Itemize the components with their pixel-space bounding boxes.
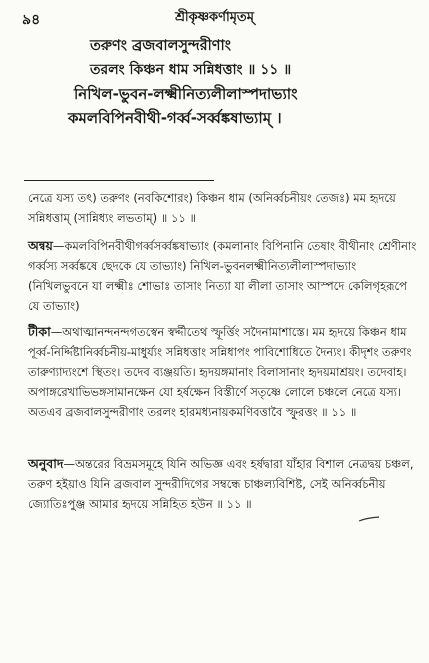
verse-line-1: তরুণং ব্রজবালসুন্দরীণাং <box>90 38 231 54</box>
commentary-block <box>28 184 418 514</box>
anvaya-text: —কমলবিপিনবীথীগর্ব্বসর্ব্বঙ্কষাভ্যাং (কমলানাং বিপিনানি তেষাং বীথীনাং শ্রেণীনাং গর্ব্বস্য সর্ব্বঙ্কষে ছেদকে যে তাভ্যাং) নিখিল-ভুবনলক্ষ্মীনিত্যলীলাস্পদাভ্যাং (নিখিলভুবনে যা লক্ষ্মীঃ শোভাঃ তাসাং নিত্যা যা লীলা তাসাং আস্পদে কেলিগৃহরূপে যে তাভ্যাং) <box>28 239 417 313</box>
page-number: ৯৪ <box>22 12 41 28</box>
gloss-paragraph: নেত্রে যস্য তৎ) তরুণং (নবকিশোরং) কিঞ্চন ধাম (অনির্ব্বচনীয়ং তেজঃ) মম হৃদয়ে সন্নিধত্তাম্‌ (সান্নিধ্যং লভতাম্‌) ॥ ১১ ॥ <box>28 191 396 225</box>
verse-line-2: তরলং কিঞ্চন ধাম সন্নিধত্তাং ॥ ১১ ॥ <box>90 62 292 78</box>
verse-block <box>50 34 420 130</box>
section-divider <box>24 180 214 181</box>
verse-line-4: কমলবিপিনবীথী-গর্ব্ব-সর্ব্বঙ্কষাভ্যাম্‌ । <box>68 109 282 127</box>
anuvad-label: অনুবাদ <box>28 456 64 471</box>
anuvad-paragraph <box>28 454 418 514</box>
tika-text: —অথাত্মানন্দনন্দগতস্বেন স্বর্দ্দীতেথ স্ফূর্ত্তিং সদৈনামাশাস্তে। মম হৃদয়ে কিঞ্চন ধাম পূর্ব্ব-নির্দ্দিষ্টানির্ব্বচনীয়-মাধুর্য্যং সন্নিধত্তাং সন্নিধাপং পাবিশোধিতে দৈন্যং। কীদৃশং তরুণং তারুণ্যাদ্যংশে স্থিতং। তদেব ব্যঞ্জয়তি। হৃদয়ঙ্গমানাং বিলাসানাং হৃদয়মাশ্রয়ং। তদেবাহ। অপাঙ্গরেখাভিভঙ্গসামানক্ষেন যো হর্ষক্ষেন বিস্তীর্ণে সতৃষ্ণে লোলে চঞ্চলে নেত্রে যস্য। অতএব ব্রজবালসুন্দরীণাং তরলং হারমধ্যনায়কমণিবত্তাবৈ স্ফুরত্তং ॥ ১১ ॥ <box>28 325 412 419</box>
tika-paragraph <box>28 322 418 422</box>
page-header <box>0 6 429 28</box>
running-title: শ্রীকৃষ্ণকর্ণামৃতম্‌ <box>175 10 254 25</box>
pen-mark <box>358 516 380 520</box>
anuvad-text: —অন্তরের বিভ্রমসমূহে যিনি অভিজ্ঞ এবং হর্ষদ্বারা যাঁহার বিশাল নেত্রদ্বয় চঞ্চল, তরুণ হইয়াও যিনি ব্রজবাল সুন্দরীদিগের সম্বন্ধে চাঞ্চল্যবিশিষ্ট, সেই অনির্ব্বচনীয় জ্যোতিঃপুঞ্জ আমার হৃদয়ে সন্নিহিত হউন ॥ ১১ ॥ <box>28 457 414 511</box>
anvaya-label: অন্বয় <box>28 238 53 253</box>
verse-line-3: নিখিল-ভুবন-লক্ষ্মীনিত্যলীলাস্পদাভ্যাং <box>74 85 298 103</box>
anvaya-paragraph <box>28 236 418 316</box>
tika-label: টীকা <box>28 324 51 339</box>
